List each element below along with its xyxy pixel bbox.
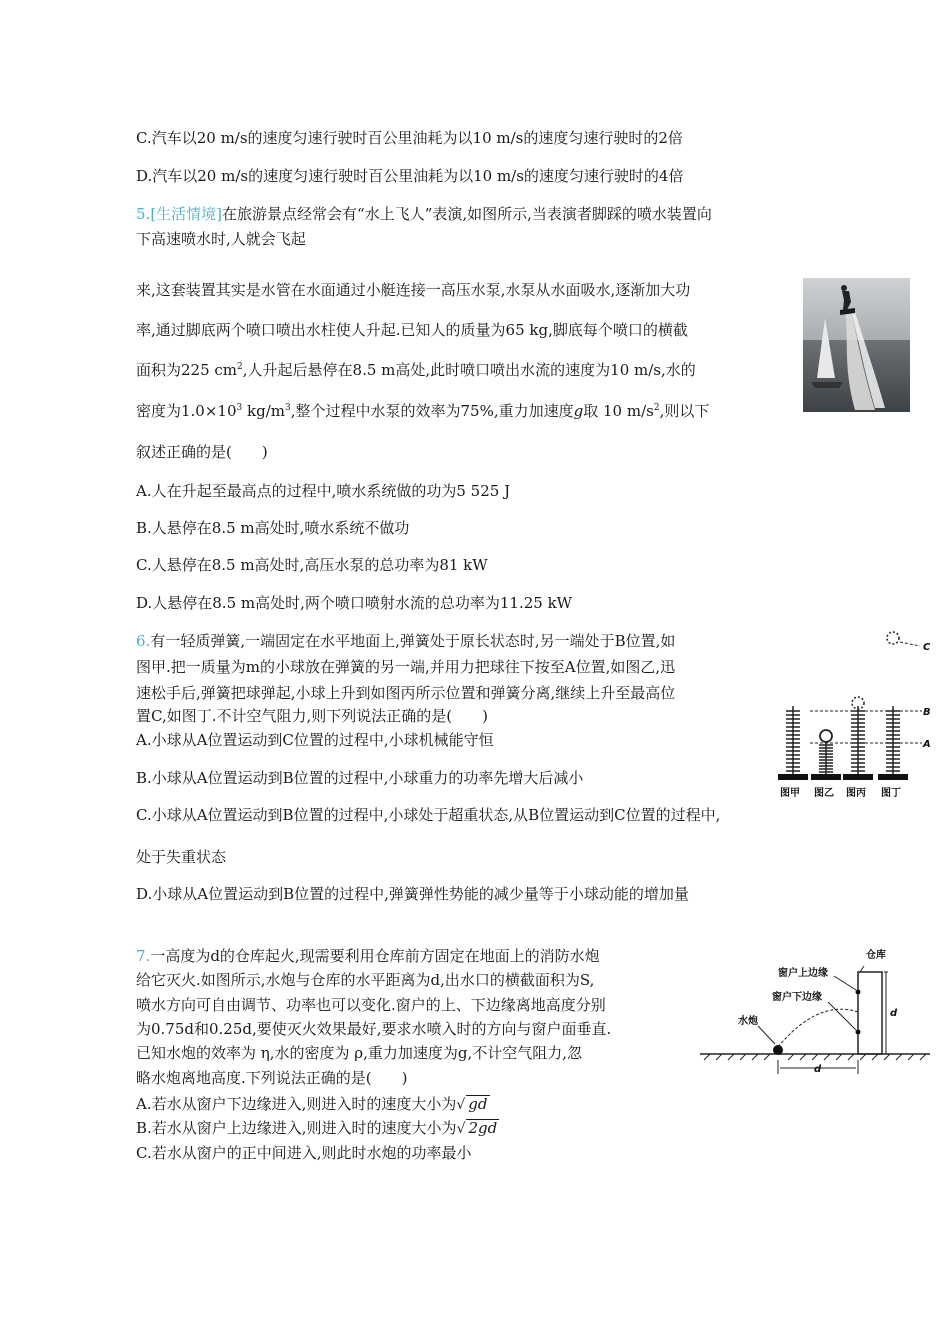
spring-figure — [770, 626, 940, 802]
cannon-label: 水炮 — [738, 1016, 758, 1027]
q6-line-1: 6.有一轻质弹簧,一端固定在水平地面上,弹簧处于原长状态时,另一端处于B位置,如 — [136, 632, 676, 650]
label-a: A — [923, 739, 931, 750]
q7-option-b: B.若水从窗户上边缘进入,则进入时的速度大小为√ 2gd — [136, 1119, 498, 1137]
q5-option-c: C.人悬停在8.5 m高处时,高压水泵的总功率为81 kW — [136, 556, 488, 574]
q7-option-c: C.若水从窗户的正中间进入,则此时水炮的功率最小 — [136, 1144, 472, 1162]
warehouse-figure — [698, 944, 933, 1076]
q5-option-b: B.人悬停在8.5 m高处时,喷水系统不做功 — [136, 519, 410, 537]
q5-line-7: 叙述正确的是( ) — [136, 443, 268, 461]
q7-line-2: 给它灭火.如图所示,水炮与仓库的水平距离为d,出水口的横截面积为S, — [136, 971, 595, 989]
q6-option-a: A.小球从A位置运动到C位置的过程中,小球机械能守恒 — [136, 731, 494, 749]
caption-yi: 图乙 — [814, 788, 834, 799]
q7-line-5: 已知水炮的效率为 η,水的密度为 ρ,重力加速度为g,不计空气阻力,忽 — [136, 1044, 583, 1062]
q6-option-d: D.小球从A位置运动到B位置的过程中,弹簧弹性势能的减少量等于小球动能的增加量 — [136, 885, 689, 903]
q5-line-2: 下高速喷水时,人就会飞起 — [136, 230, 306, 248]
distance-label: d — [814, 1064, 822, 1075]
water-jetpack-photo — [803, 278, 910, 412]
q4-option-d: D.汽车以20 m/s的速度匀速行驶时百公里油耗为以10 m/s的速度匀速行驶时的4倍 — [136, 167, 684, 185]
q5-option-a: A.人在升起至最高点的过程中,喷水系统做的功为5 525 J — [136, 482, 511, 500]
q5-line-6: 密度为$1.0\times 10^3$ $kg/m^3$,整个过程中水泵的效率为75%,重力加速度g取 10 $m/s^2$,则以下 — [136, 402, 710, 420]
label-c: C — [923, 642, 931, 653]
window-top-label: 窗户上边缘 — [778, 968, 828, 979]
caption-bing: 图丙 — [846, 788, 866, 799]
q5-line-1: 5.[生活情境]在旅游景点经常会有“水上飞人”表演,如图所示,当表演者脚踩的喷水装置向 — [136, 205, 712, 223]
height-label: d — [890, 1008, 898, 1019]
q7-number: 7. — [136, 947, 151, 965]
q6-option-c-line-2: 处于失重状态 — [136, 848, 227, 866]
q7-line-4: 为0.75d和0.25d,要使灭火效果最好,要求水喷入时的方向与窗户面垂直. — [136, 1020, 612, 1038]
q7-line-6: 略水炮离地高度.下列说法正确的是( ) — [136, 1069, 408, 1087]
q5-number: 5. — [136, 205, 151, 223]
q6-option-c-line-1: C.小球从A位置运动到B位置的过程中,小球处于超重状态,从B位置运动到C位置的过程中, — [136, 806, 721, 824]
q7-option-a: A.若水从窗户下边缘进入,则进入时的速度大小为√ gd — [136, 1095, 488, 1113]
q5-line-5: 面积为225 $cm^2$,人升起后悬停在8.5 m高处,此时喷口喷出水流的速度为10 m/s,水的 — [136, 361, 696, 379]
q5-tag: [生活情境] — [150, 205, 223, 223]
q5-option-d: D.人悬停在8.5 m高处时,两个喷口喷射水流的总功率为11.25 kW — [136, 594, 573, 612]
q6-option-b: B.小球从A位置运动到B位置的过程中,小球重力的功率先增大后减小 — [136, 769, 584, 787]
window-bottom-label: 窗户下边缘 — [772, 992, 822, 1003]
q7-line-1: 7.一高度为d的仓库起火,现需要利用仓库前方固定在地面上的消防水炮 — [136, 947, 600, 965]
q6-line-2: 图甲.把一质量为m的小球放在弹簧的另一端,并用力把球往下按至A位置,如图乙,迅 — [136, 658, 676, 676]
q5-line-3: 来,这套装置其实是水管在水面通过小艇连接一高压水泵,水泵从水面吸水,逐渐加大功 — [136, 281, 691, 299]
caption-ding: 图丁 — [881, 788, 901, 799]
label-b: B — [923, 707, 931, 718]
q4-option-c: C.汽车以20 m/s的速度匀速行驶时百公里油耗为以10 m/s的速度匀速行驶时的2倍 — [136, 129, 683, 147]
q6-number: 6. — [136, 632, 151, 650]
q7-line-3: 喷水方向可自由调节、功率也可以变化.窗户的上、下边缘离地高度分别 — [136, 996, 606, 1014]
q6-line-3: 速松手后,弹簧把球弹起,小球上升到如图丙所示位置和弹簧分离,继续上升至最高位 — [136, 684, 676, 702]
caption-jia: 图甲 — [780, 788, 800, 799]
q5-line-4: 率,通过脚底两个喷口喷出水柱使人升起.已知人的质量为65 kg,脚底每个喷口的横截 — [136, 321, 688, 339]
warehouse-label: 仓库 — [866, 950, 886, 961]
q6-line-4: 置C,如图丁.不计空气阻力,则下列说法正确的是( ) — [136, 707, 488, 725]
